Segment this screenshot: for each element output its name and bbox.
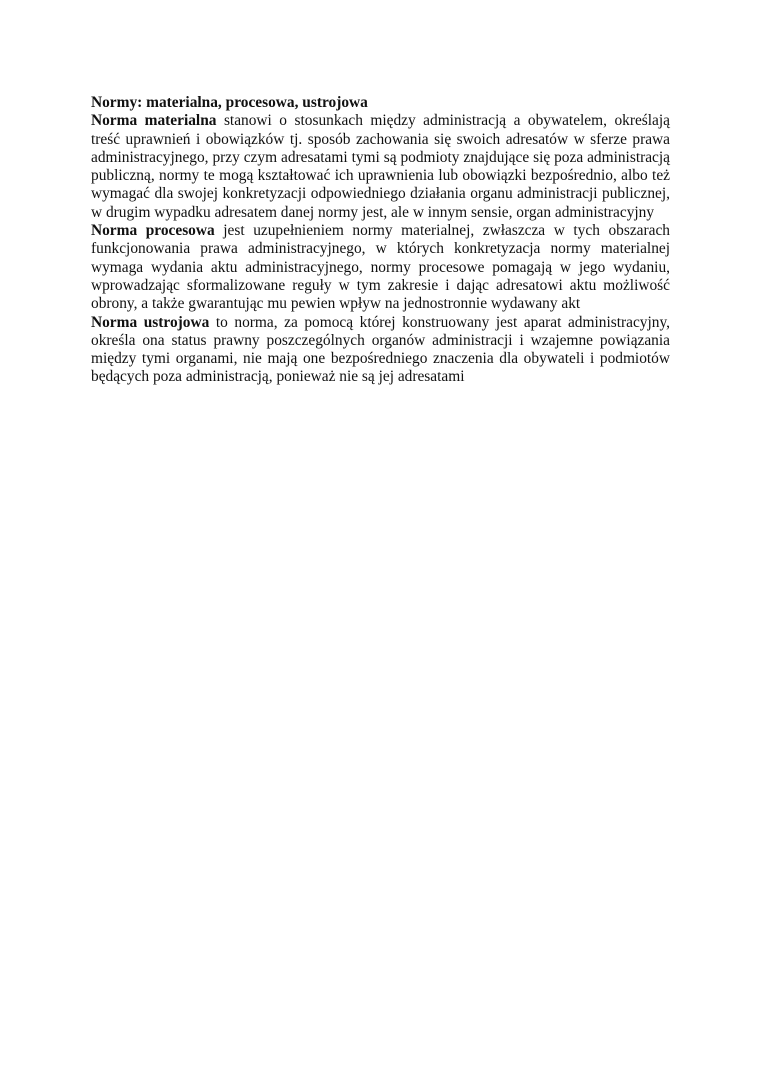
document-body xyxy=(91,94,670,387)
paragraph-text: jest uzupełnieniem normy materialnej, zwłaszcza w tych obszarach funkcjonowania prawa administracyjnego, w których konkretyzacja normy materialnej wymaga wydania aktu administracyjnego, normy procesowe pomagają w jego wydaniu, wprowadzając sformalizowane reguły w tym zakresie i dając adresatowi aktu możliwość obrony, a także gwarantując mu pewien wpływ na jednostronnie wydawany akt xyxy=(91,222,670,313)
paragraph-norma-materialna xyxy=(91,112,670,222)
paragraph-norma-ustrojowa xyxy=(91,314,670,387)
paragraph-norma-procesowa xyxy=(91,222,670,313)
term-norma-materialna: Norma materialna xyxy=(91,112,217,130)
document-heading: Normy: materialna, procesowa, ustrojowa xyxy=(91,94,368,111)
paragraph-text: stanowi o stosunkach między administracją a obywatelem, określają treść uprawnień i obowiązków tj. sposób zachowania się swoich adresatów w sferze prawa administracyjnego, przy czym adresatami tymi są podmioty znajdujące się poza administracją publiczną, normy te mogą kształtować ich uprawnienia lub obowiązki bezpośrednio, albo też wymagać dla swojej konkretyzacji odpowiedniego działania organu administracji publicznej, w drugim wypadku adresatem danej normy jest, ale w innym sensie, organ administracyjny xyxy=(91,112,670,221)
paragraph-text: to norma, za pomocą której konstruowany jest aparat administracyjny, określa ona status prawny poszczególnych organów administracji i wzajemne powiązania między tymi organami, nie mają one bezpośredniego znaczenia dla obywateli i podmiotów będących poza administracją, ponieważ nie są jej adresatami xyxy=(91,313,670,386)
term-norma-procesowa: Norma procesowa xyxy=(91,222,215,240)
term-norma-ustrojowa: Norma ustrojowa xyxy=(91,313,210,331)
